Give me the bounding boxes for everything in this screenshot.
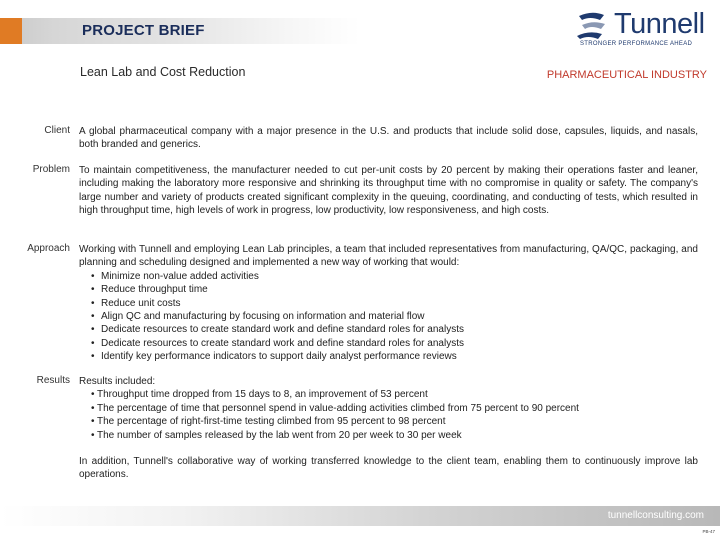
list-item: • Reduce throughput time [101,283,698,296]
client-label: Client [44,125,70,136]
problem-label: Problem [32,164,70,175]
results-section [79,375,698,482]
tunnell-logo [576,8,712,50]
industry-label: PHARMACEUTICAL INDUSTRY [546,69,707,81]
document-code: PB-47 [702,529,715,534]
results-closing: In addition, Tunnell's collaborative way of working transferred knowledge to the client team, enabling them to continuously improve lab operations. [79,456,698,481]
tunnell-swoosh-icon [576,9,612,43]
approach-bullet-list [79,270,698,364]
page-title: PROJECT BRIEF [82,22,205,39]
results-bullet-list [79,388,698,442]
list-item: • Throughput time dropped from 15 days to 8, an improvement of 53 percent [97,388,698,401]
list-item: • Reduce unit costs [101,297,698,310]
list-item: • Dedicate resources to create standard work and define standard roles for analysts [101,323,698,336]
footer-url-link[interactable]: tunnellconsulting.com [607,510,704,521]
list-item: • Identify key performance indicators to support daily analyst performance reviews [101,350,698,363]
client-text: A global pharmaceutical company with a major presence in the U.S. and products that include solid dose, capsules, liquids, and nasals, both branded and generics. [79,126,698,151]
list-item: • The percentage of right-first-time testing climbed from 95 percent to 98 percent [97,415,698,428]
approach-section [79,243,698,364]
logo-wordmark: Tunnell [614,8,705,40]
list-item: • Minimize non-value added activities [101,270,698,283]
logo-tagline: STRONGER PERFORMANCE AHEAD [580,41,693,47]
approach-label: Approach [27,243,70,254]
project-name: Lean Lab and Cost Reduction [80,65,246,79]
list-item: • Align QC and manufacturing by focusing on information and material flow [101,310,698,323]
results-label: Results [36,375,70,386]
list-item: • The number of samples released by the lab went from 20 per week to 30 per week [97,429,698,442]
approach-intro: Working with Tunnell and employing Lean Lab principles, a team that included representatives from manufacturing, QA/QC, packaging, and planning and scheduling designed and implemented a new way of working that would: [79,244,698,269]
list-item: • Dedicate resources to create standard work and define standard roles for analysts [101,337,698,350]
results-intro: Results included: [79,376,156,387]
problem-text: To maintain competitiveness, the manufacturer needed to cut per-unit costs by 20 percent by making their operations faster and leaner, including making the laboratory more responsive and shrinking its throughput time with no compromise in quality or safety. The company's large number and variety of products created significant complexity in the queuing, coordinating, and conducting of tests, which resulted in high throughput time, high levels of work in progress, low productivity, low responsiveness, and high costs. [79,165,698,217]
header-accent-stripe [0,18,22,44]
list-item: • The percentage of time that personnel spend in value-adding activities climbed from 75 percent to 90 percent [97,402,698,415]
